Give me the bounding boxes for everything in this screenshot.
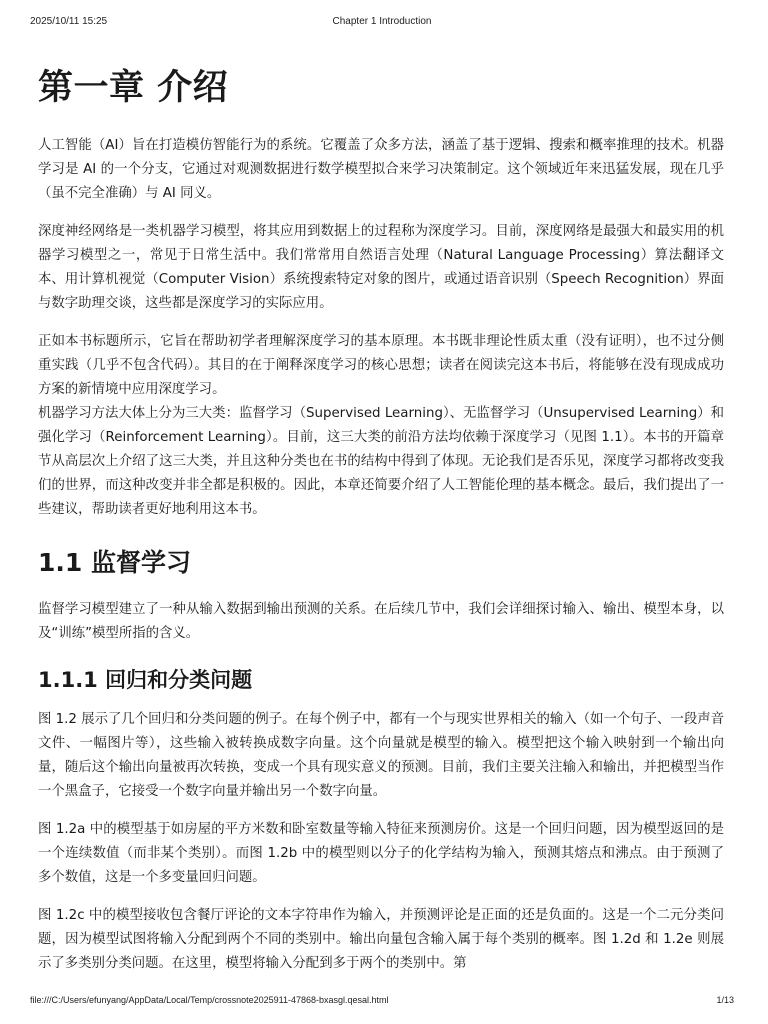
subsection-paragraph: 图 1.2 展示了几个回归和分类问题的例子。在每个例子中，都有一个与现实世界相关的输入（如一个句子、一段声音文件、一幅图片等），这些输入被转换成数字向量。这个向量就是模型的输入。模型把这个输入映射到一个输出向量，随后这个输出向量被再次转换，变成一个具有现实意义的预测。目前，我们主要关注输入和输出，并把模型当作一个黑盒子，它接受一个数字向量并输出另一个数字向量。 — [38, 712, 724, 799]
print-datetime: 2025/10/11 15:25 — [30, 16, 108, 27]
print-page-title: Chapter 1 Introduction — [332, 16, 432, 27]
intro-paragraph: 正如本书标题所示，它旨在帮助初学者理解深度学习的基本原理。本书既非理论性质太重（没有证明），也不过分侧重实践（几乎不包含代码）。其目的在于阐释深度学习的核心思想；读者在阅读完这本书后，将能够在没有现成成功方案的新情境中应用深度学习。 — [38, 334, 724, 397]
subsection-heading: 1.1.1 回归和分类问题 — [38, 668, 253, 692]
subsection-paragraph: 图 1.2a 中的模型基于如房屋的平方米数和卧室数量等输入特征来预测房价。这是一个回归问题，因为模型返回的是一个连续数值（而非某个类别）。而图 1.2b 中的模型则以分子的化学结构为输入，预测其熔点和沸点。由于预测了多个数值，这是一个多变量回归问题。 — [38, 822, 724, 885]
print-header — [30, 16, 734, 30]
page-number: 1/13 — [716, 995, 734, 1005]
intro-paragraph: 机器学习方法大体上分为三大类：监督学习（Supervised Learning）、无监督学习（Unsupervised Learning）和强化学习（Reinforcement Learning）。目前，这三大类的前沿方法均依赖于深度学习（见图 1.1）。本书的开篇章节从高层次上介绍了这三大类，并且这种分类也在书的结构中得到了体现。无论我们是否乐见，深度学习都将改变我们的世界，而这种改变并非全都是积极的。因此，本章还简要介绍了人工智能伦理的基本概念。最后，我们提出了一些建议，帮助读者更好地利用这本书。 — [38, 406, 724, 517]
section-paragraph: 监督学习模型建立了一种从输入数据到输出预测的关系。在后续几节中，我们会详细探讨输入、输出、模型本身，以及“训练”模型所指的含义。 — [38, 602, 724, 641]
chapter-title: 第一章 介绍 — [38, 68, 229, 108]
subsection-paragraph: 图 1.2c 中的模型接收包含餐厅评论的文本字符串作为输入，并预测评论是正面的还是负面的。这是一个二元分类问题，因为模型试图将输入分配到两个不同的类别中。输出向量包含输入属于每个类别的概率。图 1.2d 和 1.2e 则展示了多类别分类问题。在这里，模型将输入分配到多于两个的类别中。第 — [38, 908, 724, 971]
section-heading: 1.1 监督学习 — [38, 548, 191, 577]
intro-paragraph: 深度神经网络是一类机器学习模型，将其应用到数据上的过程称为深度学习。目前，深度网络是最强大和最实用的机器学习模型之一，常见于日常生活中。我们常常用自然语言处理（Natural Language Processing）算法翻译文本、用计算机视觉（Computer Vision）系统搜索特定对象的图片，或通过语音识别（Speech Recognition）界面与数字助理交谈，这些都是深度学习的实际应用。 — [38, 224, 724, 311]
print-footer — [30, 995, 734, 1009]
intro-paragraph: 人工智能（AI）旨在打造模仿智能行为的系统。它覆盖了众多方法，涵盖了基于逻辑、搜索和概率推理的技术。机器学习是 AI 的一个分支，它通过对观测数据进行数学模型拟合来学习决策制定。这个领域近年来迅猛发展，现在几乎（虽不完全准确）与 AI 同义。 — [38, 138, 724, 201]
file-path-link[interactable]: file:///C:/Users/efunyang/AppData/Local/Temp/crossnote2025911-47868-bxasgl.qesal.html — [30, 995, 389, 1005]
document-body — [38, 58, 724, 990]
